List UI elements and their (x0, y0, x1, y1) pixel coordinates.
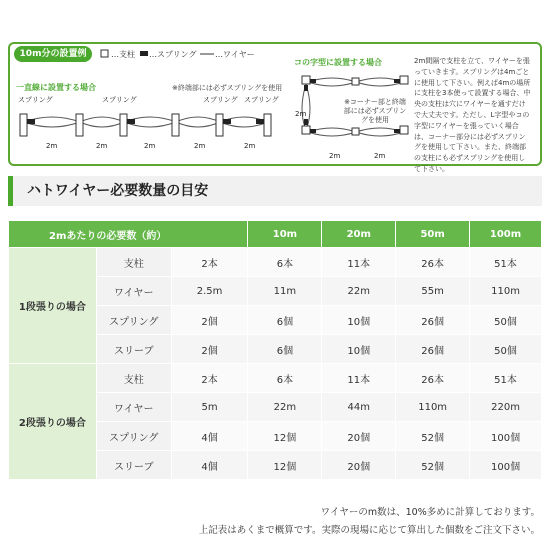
group-label-double: 2段張りの場合 (9, 364, 97, 480)
value-cell: 10個 (322, 335, 396, 364)
per2m-cell: 2本 (171, 364, 248, 393)
table-row (9, 364, 542, 393)
value-cell: 100個 (470, 422, 542, 451)
value-cell: 6本 (248, 364, 322, 393)
value-cell: 22m (248, 393, 322, 422)
value-cell: 51本 (470, 248, 542, 277)
legend-post-icon (100, 49, 110, 59)
example-badge: 10m分の設置例 (14, 46, 92, 62)
installation-note: 2m間隔で支柱を立て、ワイヤーを張っていきます。スプリングは4mごとに使用して下さい。例えば4mの場所に支柱を3本使って設置する場合、中央の支柱は穴にワイヤーを通すだけで大丈夫です。ただし、L字型やコの字型にワイヤーを張っていく場合は、コーナー部分には必ずスプリングを使用して下さい。また、終端部の支柱にも必ずスプリングを使用して下さい。 (414, 57, 531, 173)
value-cell: 52個 (396, 451, 470, 480)
per2m-cell: 2個 (171, 306, 248, 335)
value-cell: 110m (396, 393, 470, 422)
value-cell: 26個 (396, 335, 470, 364)
section-title: ハトワイヤー必要数量の目安 (8, 176, 542, 206)
value-cell: 22m (322, 277, 396, 306)
per2m-cell: 5m (171, 393, 248, 422)
value-cell: 10個 (322, 306, 396, 335)
value-cell: 110m (470, 277, 542, 306)
ushape-span-3: 2m (295, 110, 307, 118)
value-cell: 6個 (248, 306, 322, 335)
span-label-2: 2m (96, 142, 108, 150)
item-cell: 支柱 (96, 364, 171, 393)
legend-wire-label: …ワイヤー (215, 50, 255, 59)
ushape-span-2: 2m (374, 152, 386, 160)
spring-label-1: スプリング (18, 96, 53, 104)
header-100m: 100m (470, 221, 542, 248)
item-cell: ワイヤー (96, 277, 171, 306)
per2m-cell: 4個 (171, 451, 248, 480)
value-cell: 26本 (396, 364, 470, 393)
group-label-single: 1段張りの場合 (9, 248, 97, 364)
quantity-table (8, 220, 542, 480)
spring-label-4: スプリング (244, 96, 279, 104)
span-label-1: 2m (46, 142, 58, 150)
header-50m: 50m (396, 221, 470, 248)
straight-install-note: ※終端部には必ずスプリングを使用 (172, 84, 283, 92)
value-cell: 52個 (396, 422, 470, 451)
ushape-install-title: コの字型に設置する場合 (294, 58, 382, 67)
table-header-row (9, 221, 542, 248)
value-cell: 55m (396, 277, 470, 306)
value-cell: 44m (322, 393, 396, 422)
header-per-2m: 2mあたりの必要数（約） (9, 221, 248, 248)
per2m-cell: 2.5m (171, 277, 248, 306)
item-cell: スリーブ (96, 335, 171, 364)
value-cell: 6個 (248, 335, 322, 364)
value-cell: 12個 (248, 451, 322, 480)
value-cell: 51本 (470, 364, 542, 393)
header-10m: 10m (248, 221, 322, 248)
span-label-4: 2m (194, 142, 206, 150)
span-label-5: 2m (244, 142, 256, 150)
straight-install-title: 一直線に設置する場合 (16, 83, 96, 92)
spring-label-2: スプリング (102, 96, 137, 104)
legend-spring-icon (140, 50, 148, 58)
value-cell: 12個 (248, 422, 322, 451)
value-cell: 11m (248, 277, 322, 306)
ushape-corner-callout: ※コーナー部と終端部には必ずスプリングを使用 (343, 98, 407, 124)
value-cell: 20個 (322, 422, 396, 451)
value-cell: 50個 (470, 306, 542, 335)
per2m-cell: 4個 (171, 422, 248, 451)
item-cell: 支柱 (96, 248, 171, 277)
value-cell: 220m (470, 393, 542, 422)
value-cell: 100個 (470, 451, 542, 480)
value-cell: 26個 (396, 306, 470, 335)
table-row (9, 248, 542, 277)
value-cell: 11本 (322, 248, 396, 277)
spring-label-3: スプリング (203, 96, 238, 104)
per2m-cell: 2本 (171, 248, 248, 277)
value-cell: 11本 (322, 364, 396, 393)
value-cell: 26本 (396, 248, 470, 277)
ushape-span-1: 2m (329, 152, 341, 160)
value-cell: 6本 (248, 248, 322, 277)
legend-spring-label: …スプリング (149, 50, 197, 59)
item-cell: ワイヤー (96, 393, 171, 422)
item-cell: スプリング (96, 422, 171, 451)
legend-post-label: …支柱 (111, 50, 135, 59)
legend-wire-icon (200, 50, 214, 58)
value-cell: 20個 (322, 451, 396, 480)
value-cell: 50個 (470, 335, 542, 364)
footnote-wire-margin: ワイヤーのm数は、10%多めに計算しております。 (320, 507, 540, 518)
item-cell: スプリング (96, 306, 171, 335)
header-20m: 20m (322, 221, 396, 248)
span-label-3: 2m (144, 142, 156, 150)
per2m-cell: 2個 (171, 335, 248, 364)
item-cell: スリーブ (96, 451, 171, 480)
footnote-estimate: 上記表はあくまで概算です。実際の現場に応じて算出した個数をご注文下さい。 (198, 525, 540, 536)
